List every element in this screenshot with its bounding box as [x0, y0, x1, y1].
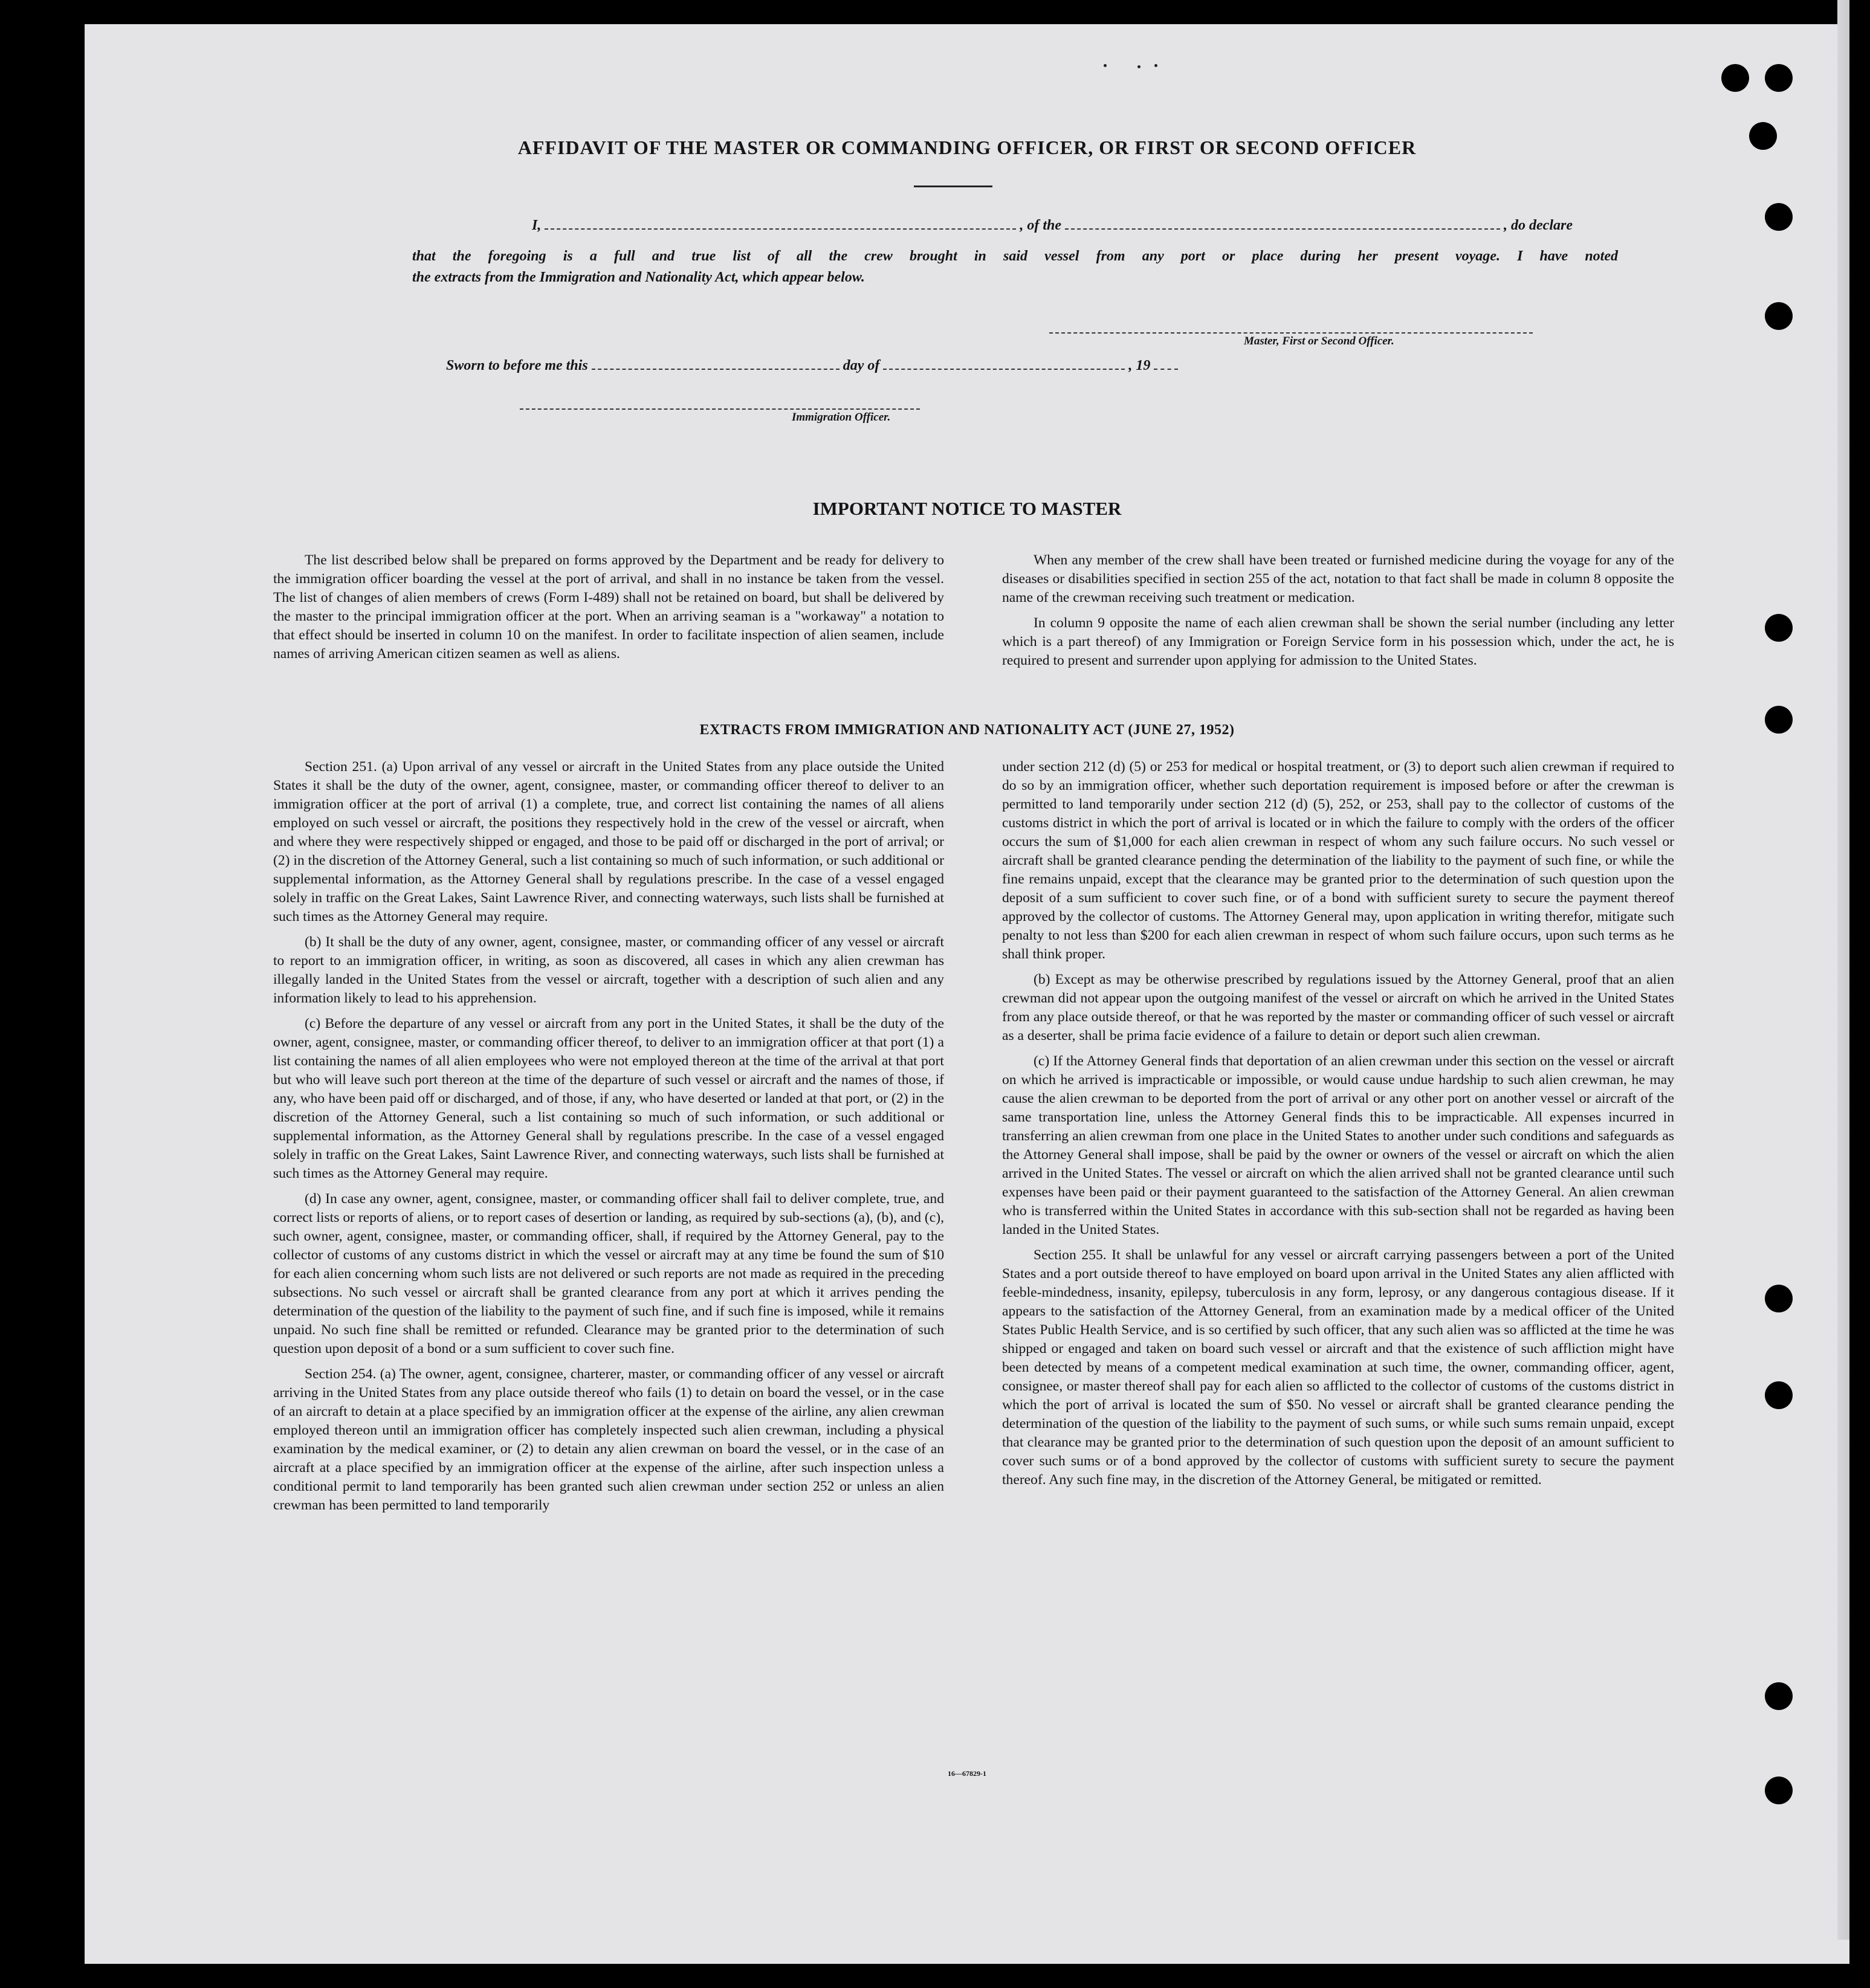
punch-hole: [1765, 1777, 1793, 1804]
extracts-right-column: [1002, 758, 1674, 1496]
punch-hole: [1765, 1682, 1793, 1710]
day-of-label: day of: [843, 358, 880, 373]
extract-paragraph: Section 254. (a) The owner, agent, consignee, charterer, master, or commanding officer of any vessel or aircraft arriving in the United States from any place outside thereof who fails (1) to detain on board the vessel, or in the case of an aircraft to detain at a place specified by an immigration officer at the expense of the airline, any alien crewman employed thereon until an immigration officer has completely inspected such alien crewman, including a physical examination by the medical examiner, or (2) to detain any alien crewman on board the vessel, or in the case of an aircraft at a place specified by an immigration officer at the expense of the airline, after such inspection unless a conditional permit to land temporarily has been granted such alien crewman under section 252 or unless an alien crewman has been permitted to land temporarily: [273, 1366, 944, 1513]
vessel-name-field[interactable]: [1065, 218, 1500, 230]
extract-paragraph: under section 212 (d) (5) or 253 for medical or hospital treatment, or (3) to deport such alien crewman if required to do so by an immigration officer, whether such deportation requirement is imposed before or after the crewman is permitted to land temporarily under section 212 (d) (5), 252, or 253, shall pay to the collector of customs of the customs district in which the port of arrival is located or in which the failure to comply with the orders of the officer occurs the sum of $1,000 for each alien crewman in respect of whom any such failure occurs. No such vessel or aircraft shall be granted clearance pending the determination of the liability to the payment of such fine, or while the fine remains unpaid, except that the clearance may be granted prior to the determination of such question upon the deposit of a sum sufficient to cover such fine, or of a bond with sufficient surety to secure the payment thereof approved by the collector of customs. The Attorney General may, upon application in writing therefor, mitigate such penalty to not less than $200 for each alien crewman in respect of whom such failure occurs, upon such terms as he shall think proper.: [1002, 759, 1674, 962]
extracts-title: EXTRACTS FROM IMMIGRATION AND NATIONALITY ACT (JUNE 27, 1952): [699, 722, 1235, 738]
officer-signature-line[interactable]: [520, 408, 920, 410]
sworn-year-field[interactable]: [1154, 358, 1178, 370]
declaration-text-2: the extracts from the Immigration and Nationality Act, which appear below.: [412, 269, 865, 285]
sworn-line: [446, 358, 1182, 374]
punch-hole: [1765, 1381, 1793, 1409]
speck: [1104, 64, 1107, 67]
notice-right-column: [1002, 551, 1674, 677]
punch-hole: [1765, 1285, 1793, 1312]
affidavit-title: AFFIDAVIT OF THE MASTER OR COMMANDING OFFICER, OR FIRST OR SECOND OFFICER: [517, 137, 1417, 158]
title-underline: [914, 186, 992, 187]
master-signature-line[interactable]: [1049, 332, 1533, 334]
extracts-left-column: [273, 758, 944, 1522]
extract-paragraph: (b) It shall be the duty of any owner, agent, consignee, master, or commanding officer of any vessel or aircraft to report to an immigration officer, in writing, as soon as discovered, all cases in which any alien crewman has illegally landed in the United States from the vessel or aircraft, together with a description of such alien and any information likely to lead to his apprehension.: [273, 934, 944, 1006]
extract-paragraph: (d) In case any owner, agent, consignee, master, or commanding officer shall fail to deliver complete, true, and correct lists or reports of aliens, or to report cases of desertion or landing, as required by sub-sections (a), (b), and (c), such owner, agent, consignee, master, or commanding officer, shall, if required by the Attorney General, pay to the collector of customs of any customs district in which the vessel or aircraft may at any time be found the sum of $10 for each alien concerning whom such lists are not delivered or such reports are not made as required in the preceding subsections. No such vessel or aircraft shall be granted clearance from any port at which it arrives pending the determination of the question of the liability to the payment of such fine, and if such fine is imposed, while it remains unpaid. No such fine shall be remitted or refunded. Clearance may be granted prior to the determination of such question upon deposit of a bond or a sum sufficient to cover such fine.: [273, 1191, 944, 1357]
do-declare-label: , do declare: [1504, 218, 1573, 233]
document-page: [85, 24, 1849, 1964]
form-code: 16—67829-1: [948, 1769, 986, 1778]
punch-hole: [1765, 706, 1793, 734]
punch-hole: [1765, 302, 1793, 330]
speck: [1154, 64, 1157, 67]
notice-title: IMPORTANT NOTICE TO MASTER: [812, 498, 1122, 519]
master-signature-label: Master, First or Second Officer.: [1244, 335, 1394, 347]
punch-hole: [1765, 64, 1793, 92]
year-label: , 19: [1128, 358, 1151, 373]
extract-paragraph: (c) If the Attorney General finds that deportation of an alien crewman under this section on the vessel or aircraft on which he arrived is impracticable or impossible, or would cause undue hardship to such alien crewman, he may cause the alien crewman to be deported from the port of arrival or any other port on another vessel or aircraft of the same transportation line, unless the Attorney General finds this to be impracticable. All expenses incurred in transferring an alien crewman from one place in the United States to another under such conditions and safeguards as the Attorney General shall impose, shall be paid by the owner or owners of the vessel or aircraft on which the alien arrived in the United States. The vessel or aircraft on which the alien arrived shall not be granted clearance until such expenses have been paid or their payment guaranteed to the satisfaction of the Attorney General. An alien crewman who is transferred within the United States in accordance with this sub-section shall not be regarded as having been landed in the United States.: [1002, 1053, 1674, 1238]
speck: [1137, 65, 1140, 68]
extract-paragraph: Section 251. (a) Upon arrival of any vessel or aircraft in the United States from any place outside the United States it shall be the duty of the owner, agent, consignee, master, or commanding officer thereof to deliver to an immigration officer at the port of arrival (1) a complete, true, and correct list containing the names of all aliens employed on such vessel or aircraft, the positions they respectively hold in the crew of the vessel or aircraft, when and where they were respectively shipped or engaged, and those to be paid off or discharged in the port of arrival; or (2) in the discretion of the Attorney General, such a list containing so much of such information, or such additional or supplemental information, as the Attorney General shall by regulations prescribe. In the case of a vessel engaged solely in traffic on the Great Lakes, Saint Lawrence River, and connecting waterways, such lists shall be furnished at such times as the Attorney General may require.: [273, 759, 944, 925]
declarant-line: [532, 218, 1573, 234]
of-the-label: , of the: [1020, 218, 1062, 233]
extract-paragraph: (c) Before the departure of any vessel or aircraft from any port in the United States, it shall be the duty of the owner, agent, consignee, master, or commanding officer thereof, to deliver to an immigration officer at that port (1) a list containing the names of all alien employees who were not employed thereon at the time of the arrival at that port but who will leave such port thereon at the time of the departure of such vessel or aircraft and the names of those, if any, who have been paid off or discharged, and of those, if any, who have deserted or landed at that port, or (2) in the discretion of the Attorney General, such a list containing so much of such information, or such additional or supplemental information, as the Attorney General shall by regulations prescribe. In the case of a vessel engaged solely in traffic on the Great Lakes, Saint Lawrence River, and connecting waterways, such lists shall be furnished at such times as the Attorney General may require.: [273, 1016, 944, 1181]
extract-paragraph: (b) Except as may be otherwise prescribed by regulations issued by the Attorney General, proof that an alien crewman did not appear upon the outgoing manifest of the vessel or aircraft on which he arrived in the United States from any place outside thereof, or that he was reported by the master or commanding officer of such vessel or aircraft as a deserter, shall be prima facie evidence of a failure to detain or deport such alien crewman.: [1002, 972, 1674, 1044]
extract-paragraph: Section 255. It shall be unlawful for any vessel or aircraft carrying passengers between a port of the United States and a port outside thereof to have employed on board upon arrival in the United States any alien afflicted with feeble-mindedness, insanity, epilepsy, tuberculosis in any form, leprosy, or any dangerous contagious disease. If it appears to the satisfaction of the Attorney General, from an examination made by a medical officer of the United States Public Health Service, and is so certified by such officer, that any such alien was so afflicted at the time he was shipped or engaged and taken on board such vessel or aircraft and that the existence of such affliction might have been detected by means of a competent medical examination at such time, the owner, commanding officer, agent, consignee, or master thereof shall pay for each alien so afflicted to the collector of customs of the customs district in which the port of arrival is located the sum of $50. No vessel or aircraft shall be granted clearance pending the determination of the question of the liability to the payment of such sums, or while such sums remain unpaid, except that clearance may be granted prior to the determination of such question upon the deposit of an amount sufficient to cover such sums or of a bond approved by the collector of customs with sufficient surety to secure the payment thereof. Any such fine may, in the discretion of the Attorney General, be mitigated or remitted.: [1002, 1247, 1674, 1488]
officer-signature-label: Immigration Officer.: [792, 411, 891, 424]
page-edge: [1837, 0, 1849, 1940]
notice-paragraph: In column 9 opposite the name of each alien crewman shall be shown the serial number (including any letter which is a part thereof) of any Immigration or Foreign Service form in his possession which, under the act, he is required to present and surrender upon applying for admission to the United States.: [1002, 615, 1674, 668]
punch-hole: [1765, 203, 1793, 231]
notice-left-column: [273, 551, 944, 670]
i-label: I,: [532, 218, 542, 233]
sworn-day-field[interactable]: [592, 358, 840, 370]
punch-hole: [1765, 614, 1793, 642]
sworn-month-field[interactable]: [883, 358, 1125, 370]
punch-hole: [1721, 64, 1749, 92]
notice-paragraph: When any member of the crew shall have been treated or furnished medicine during the voyage for any of the diseases or disabilities specified in section 255 of the act, notation to that fact shall be made in column 8 opposite the name of the crewman receiving such treatment or medication.: [1002, 552, 1674, 605]
notice-paragraph: The list described below shall be prepared on forms approved by the Department and be ready for delivery to the immigration officer boarding the vessel at the port of arrival, and shall in no instance be taken from the vessel. The list of changes of alien members of crews (Form I-489) shall not be retained on board, but shall be delivered by the master to the principal immigration officer at the port. When an arriving seaman is a "workaway" a notation to that effect should be inserted in column 10 on the manifest. In order to facilitate inspection of alien seamen, include names of arriving American citizen seamen as well as aliens.: [273, 552, 944, 662]
declarant-name-field[interactable]: [545, 218, 1016, 230]
sworn-label: Sworn to before me this: [446, 358, 588, 373]
punch-hole: [1749, 122, 1777, 150]
declaration-text: that the foregoing is a full and true list of all the crew brought in said vessel from any port or place during her present voyage. I have noted: [412, 248, 1618, 264]
